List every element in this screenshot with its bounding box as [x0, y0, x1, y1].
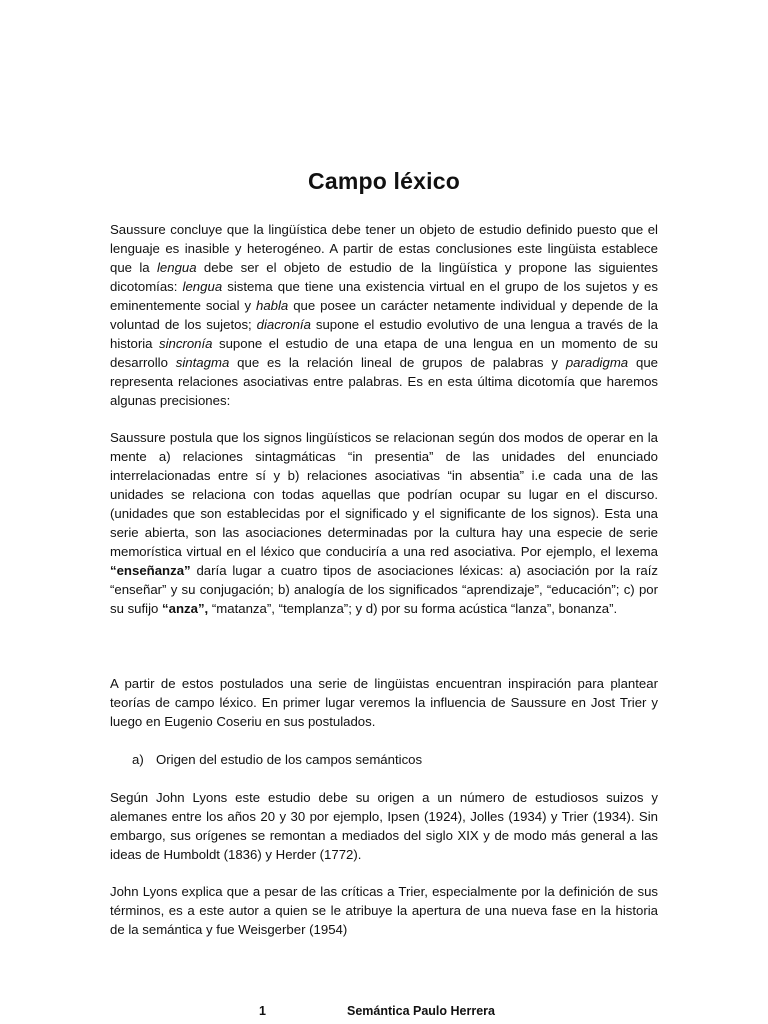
text-run: que es la relación lineal de grupos de palabras y: [229, 355, 566, 370]
text-run: “matanza”, “templanza”; y d) por su forma acústica “lanza”, bonanza”.: [208, 601, 618, 616]
paragraph-lyons-origin: [110, 788, 658, 864]
text-run: que representa relaciones asociativas entre palabras. Es en esta última dicotomía que haremos algunas precisiones:: [110, 355, 659, 408]
italic-term: paradigma: [565, 355, 629, 370]
page-number: 1: [259, 1004, 266, 1018]
italic-term: sincronía: [158, 336, 213, 351]
paragraph-lyons-trier: [110, 882, 658, 939]
paragraph-text: A partir de estos postulados una serie de lingüistas encuentran inspiración para plantear teorías de campo léxico. En primer lugar veremos la influencia de Saussure en Jost Trier y luego en Eugenio Coseriu en sus postulados.: [110, 676, 658, 729]
italic-term: diacronía: [256, 317, 311, 332]
text-run: supone el estudio evolutivo de una lengua a través de la historia: [110, 317, 658, 351]
paragraph-associative-relations: [110, 428, 658, 618]
text-run: sistema que tiene una existencia virtual en el grupo de los sujetos y es eminentemente social y: [110, 279, 658, 313]
text-run: supone el estudio de una etapa de una lengua en un momento de su desarrollo: [110, 336, 658, 370]
rich-paragraph: [110, 220, 658, 410]
italic-term: lengua: [182, 279, 223, 294]
section-heading: [132, 750, 422, 769]
text-run: daría lugar a cuatro tipos de asociaciones léxicas: a) asociación por la raíz “enseñar” y su conjugación; b) analogía de los significados “aprendizaje”, “educación”; c) por su sufijo: [110, 563, 658, 616]
text-run: que posee un carácter netamente individual y depende de la voluntad de los sujetos;: [110, 298, 658, 332]
paragraph-saussure-dichotomies: [110, 220, 658, 410]
footer-author: Semántica Paulo Herrera: [347, 1004, 495, 1018]
text-run: debe ser el objeto de estudio de la lingüística y propone las siguientes dicotomías:: [110, 260, 658, 294]
text-run: Saussure concluye que la lingüística debe tener un objeto de estudio definido puesto que el lenguaje es inasible y heterogéneo. A partir de estas conclusiones este lingüista establece que la: [110, 222, 658, 275]
italic-term: lengua: [156, 260, 197, 275]
page-title: Campo léxico: [308, 168, 460, 194]
italic-term: sintagma: [175, 355, 230, 370]
paragraph-text: Según John Lyons este estudio debe su origen a un número de estudiosos suizos y alemanes entre los años 20 y 30 por ejemplo, Ipsen (1924), Jolles (1934) y Trier (1934). Sin embargo, sus orígenes se remontan a mediados del siglo XIX y de modo más general a las ideas de Humboldt (1836) y Herder (1772).: [110, 790, 658, 862]
bold-term: “anza”,: [162, 601, 209, 616]
text-run: Saussure postula que los signos lingüísticos se relacionan según dos modos de operar en la mente a) relaciones sintagmáticas “in presentia” de las unidades del enunciado interrelacionadas entre sí y b) relaciones asociativas “in absentia” i.e cada una de las unidades se relaciona con todas aquellas que podrían ocupar su lugar en el discurso. (unidades que son establecidas por el significado y el significante de los signos). Esta una serie abierta, son las asociaciones determinadas por la cultura hay una especie de serie memorística virtual en el léxico que conduciría a una red asociativa. Por ejemplo, el lexema: [110, 430, 658, 559]
italic-term: habla: [256, 298, 289, 313]
paragraph-lexical-field-theories: [110, 674, 658, 731]
section-heading-text: Origen del estudio de los campos semánticos: [156, 752, 423, 767]
bold-term: “enseñanza”: [110, 563, 191, 578]
rich-paragraph: [110, 428, 658, 618]
paragraph-text: John Lyons explica que a pesar de las críticas a Trier, especialmente por la definición de sus términos, es a este autor a quien se le atribuye la apertura de una nueva fase en la historia de la semántica y fue Weisgerber (1954): [110, 884, 658, 937]
list-marker: a): [132, 752, 144, 767]
